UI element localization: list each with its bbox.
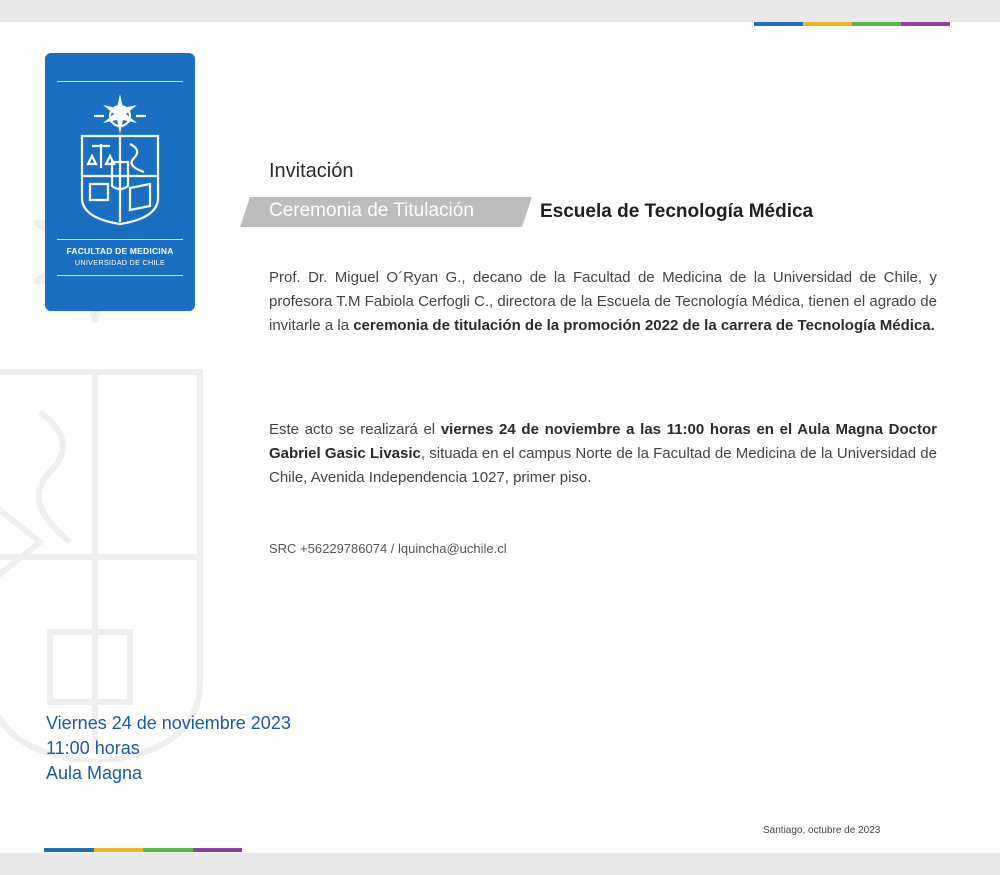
logo-rule-bottom (57, 275, 183, 276)
contact-info: SRC +56229786074 / lquincha@uchile.cl (269, 541, 507, 556)
logo-rule-middle (57, 239, 183, 240)
color-stripe-top (754, 22, 950, 26)
school-name: Escuela de Tecnología Médica (540, 201, 814, 222)
stripe-green (852, 22, 901, 26)
stripe-purple (193, 848, 243, 852)
stripe-yellow (803, 22, 852, 26)
paragraph-1-highlight: ceremonia de titulación de la promoción 2022 de la carrera de Tecnología Médica. (353, 317, 935, 334)
stripe-blue (44, 848, 94, 852)
stripe-green (143, 848, 193, 852)
crest-icon (74, 76, 166, 226)
invitation-title: Invitación (269, 160, 354, 182)
stripe-purple (901, 22, 950, 26)
stripe-yellow (94, 848, 144, 852)
paragraph-2-rest: , situada en el campus Norte de la Facultad de Medicina de la Universidad de Chile, Avenida Independencia 1027, primer piso. (269, 445, 937, 486)
paragraph-1-intro: Prof. Dr. Miguel O´Ryan G., decano de la Facultad de Medicina de la Universidad de Chile, y profesora T.M Fabiola Cerfogli C., directora de la Escuela de Tecnología Médica, tienen el agrado de invitarle a la (269, 269, 937, 334)
invitation-paragraph-1 (269, 266, 937, 338)
invitation-card (0, 22, 1000, 853)
stripe-blue (754, 22, 803, 26)
invitation-paragraph-2 (269, 418, 937, 490)
event-date: Viernes 24 de noviembre 2023 (46, 713, 291, 733)
color-stripe-bottom (44, 848, 242, 852)
event-place: Aula Magna (46, 763, 143, 783)
logo-university-name: UNIVERSIDAD DE CHILE (74, 258, 166, 267)
event-time: 11:00 horas (46, 738, 140, 758)
faculty-logo (45, 53, 195, 311)
paragraph-2-intro: Este acto se realizará el (269, 421, 441, 438)
logo-faculty-name: FACULTAD DE MEDICINA (66, 246, 174, 256)
ceremony-ribbon-text: Ceremonia de Titulación (269, 200, 474, 221)
paragraph-2-highlight: viernes 24 de noviembre a las 11:00 horas en el Aula Magna Doctor Gabriel Gasic Livasic (269, 421, 937, 462)
city-date: Santiago, octubre de 2023 (763, 825, 881, 836)
